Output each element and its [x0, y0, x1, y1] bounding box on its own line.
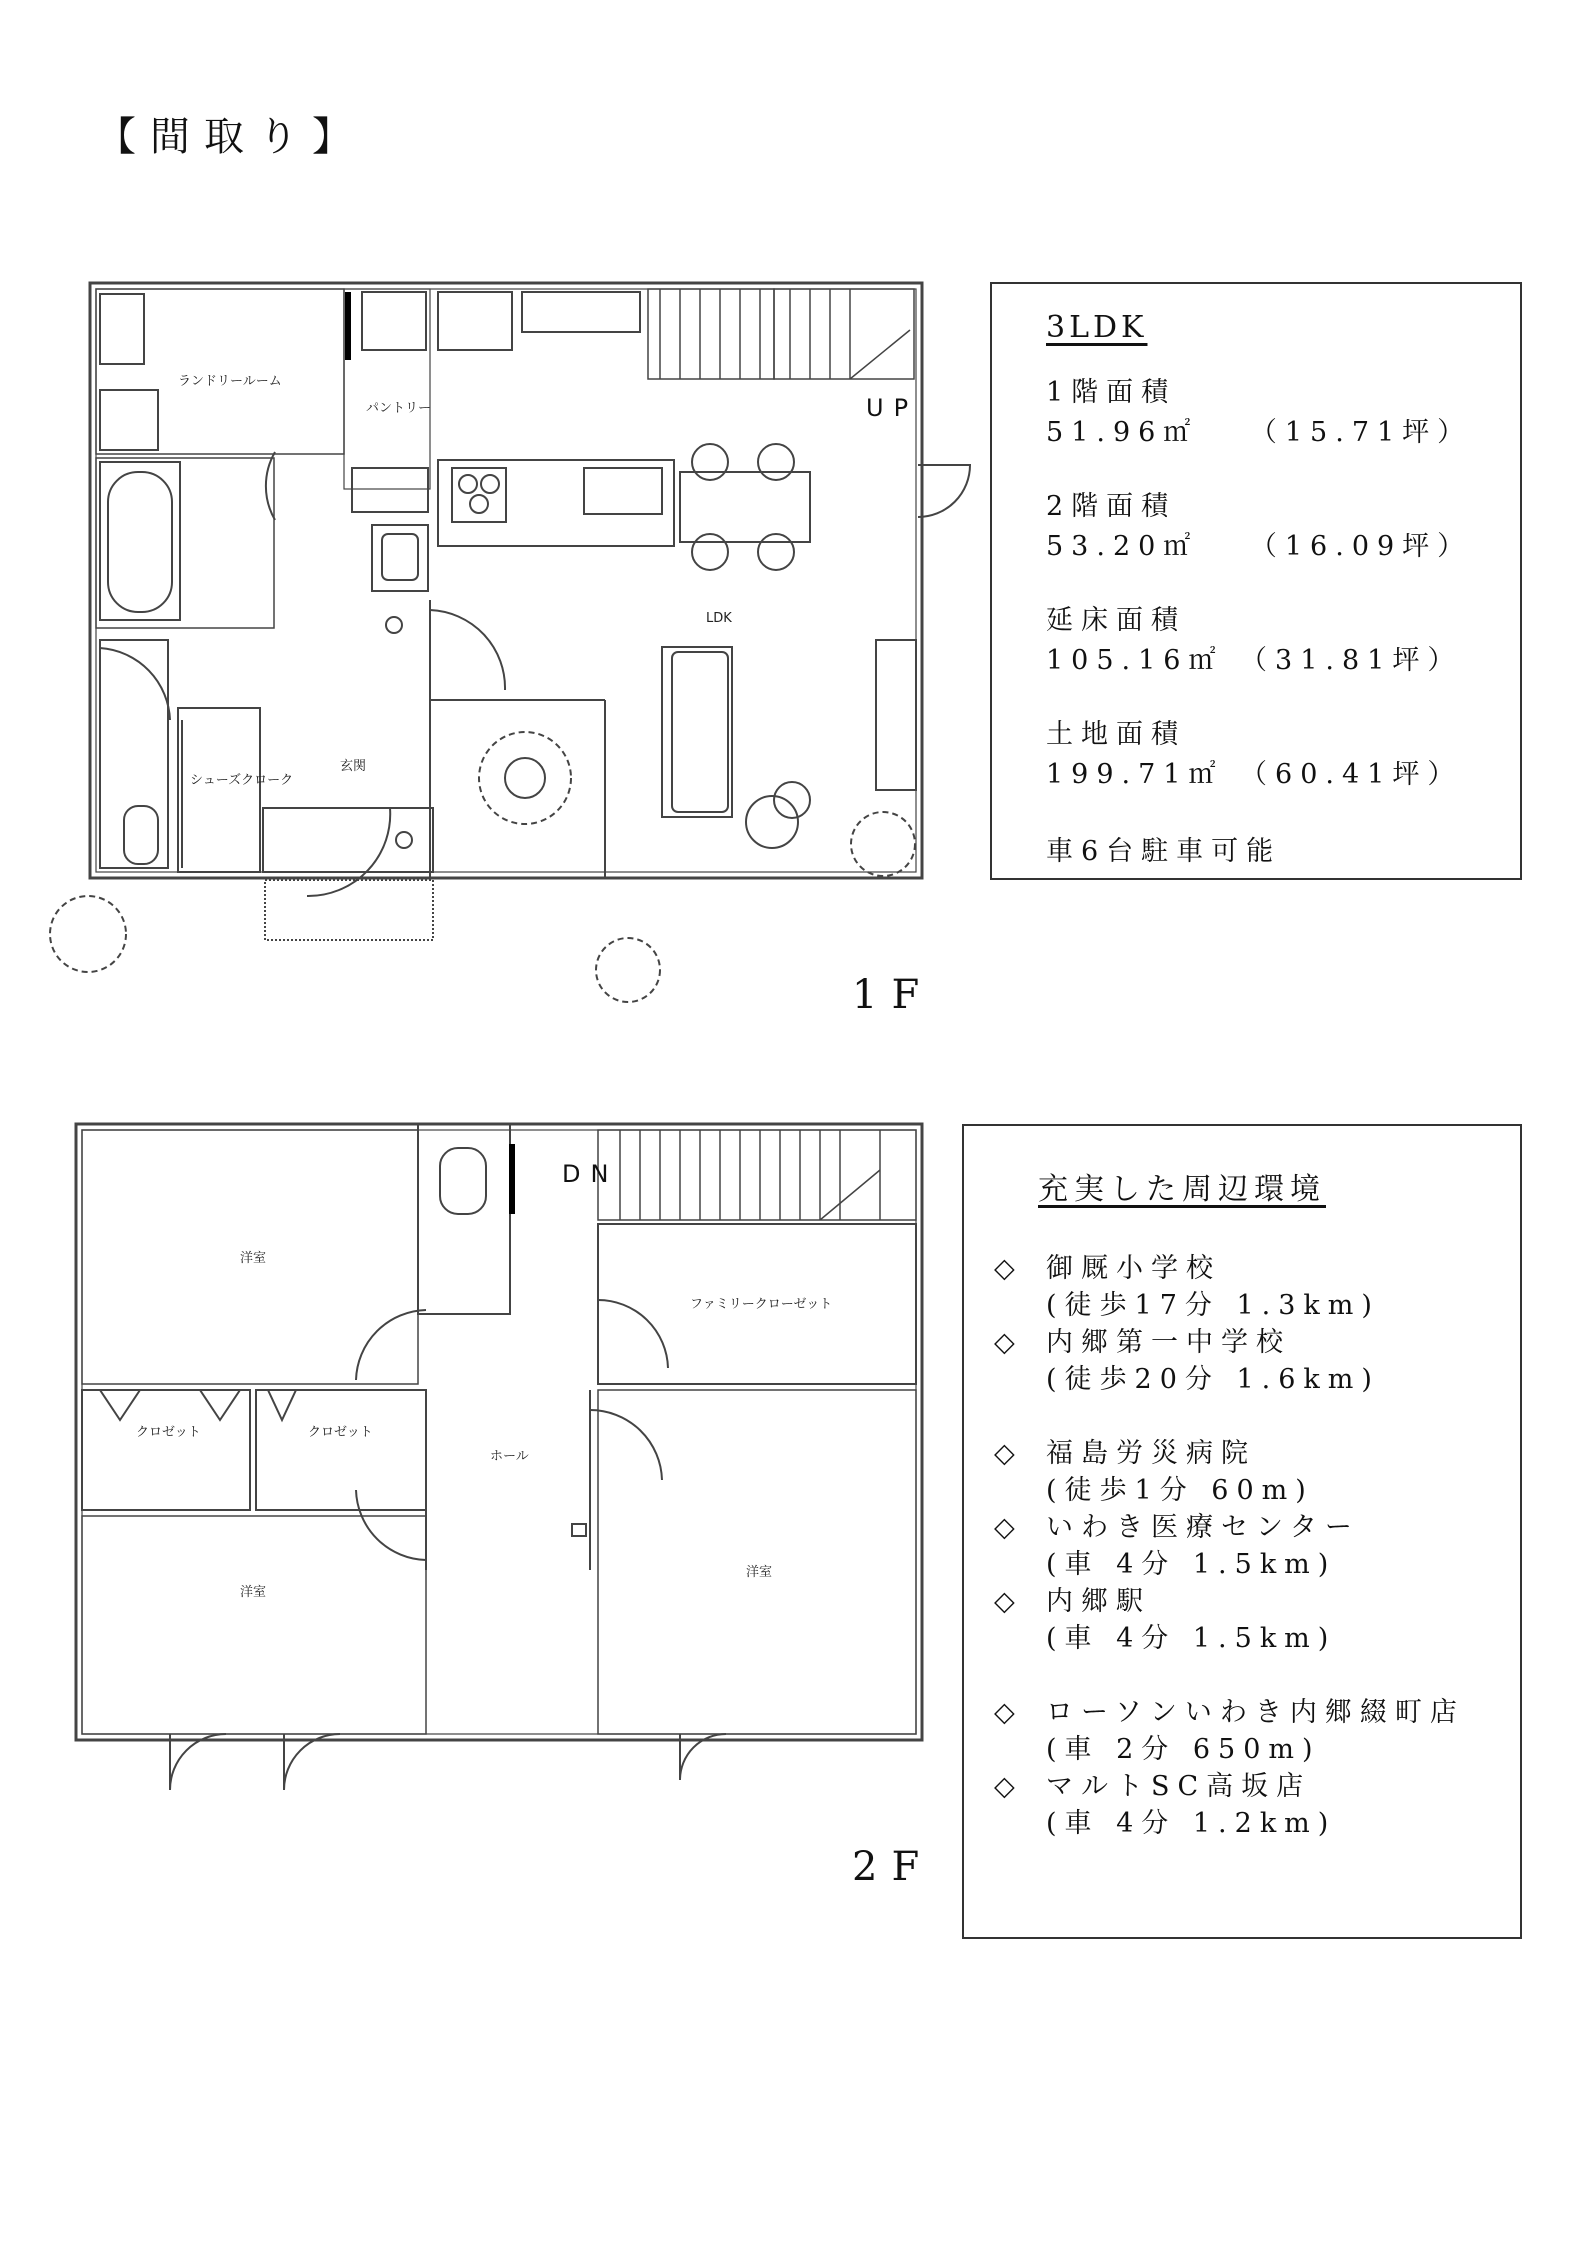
- place-name: ◇ 福島労災病院: [994, 1435, 1520, 1472]
- surroundings-heading: 充実した周辺環境: [1038, 1172, 1326, 1207]
- room-label-closet-mid: クロゼット: [308, 1425, 373, 1440]
- area-value: 53.20㎡ （16.09坪）: [1046, 531, 1473, 562]
- area-label: 延床面積: [1046, 605, 1186, 636]
- room-label-laundry: ランドリールーム: [178, 374, 282, 389]
- place-detail: (車 4分 1.5km): [1046, 1549, 1337, 1580]
- place-name: ◇ いわき医療センター: [994, 1509, 1520, 1546]
- place-detail: (車 4分 1.2km): [1046, 1808, 1337, 1839]
- parking-note: 車6台駐車可能: [1046, 836, 1282, 867]
- room-label-ldk: LDK: [706, 611, 732, 626]
- stair-mark-up: UP: [866, 394, 919, 422]
- room-label-pantry: パントリー: [366, 401, 432, 416]
- area-value: 105.16㎡ （31.81坪）: [1046, 645, 1463, 676]
- place-item: [994, 1435, 1520, 1509]
- floor1-label: 1F: [852, 972, 934, 1018]
- place-list: [994, 1250, 1520, 1842]
- area-value: 51.96㎡ （15.71坪）: [1046, 417, 1473, 448]
- place-detail: (徒歩17分 1.3km): [1046, 1290, 1380, 1321]
- room-label-hall: ホール: [490, 1449, 529, 1464]
- surroundings-box: [962, 1124, 1522, 1939]
- place-item: [994, 1324, 1520, 1398]
- room-label-closet-left: クロゼット: [136, 1425, 201, 1440]
- place-name: ◇ 内郷第一中学校: [994, 1324, 1520, 1361]
- place-detail: (徒歩1分 60m): [1046, 1475, 1314, 1506]
- place-detail: (徒歩20分 1.6km): [1046, 1364, 1380, 1395]
- area-value: 199.71㎡ （60.41坪）: [1046, 759, 1463, 790]
- room-label-western-bottom-left: 洋室: [240, 1585, 267, 1600]
- place-item: [994, 1694, 1520, 1768]
- page-title: 【間取り】: [96, 114, 366, 160]
- layout-type: 3LDK: [1046, 310, 1148, 345]
- place-name: ◇ マルトSC高坂店: [994, 1768, 1520, 1805]
- floor2-label: 2F: [852, 1844, 934, 1890]
- place-detail: (車 2分 650m): [1046, 1734, 1321, 1765]
- room-label-shoes: シューズクローク: [190, 773, 294, 788]
- place-name: ◇ 内郷駅: [994, 1583, 1520, 1620]
- area-label: 土地面積: [1046, 719, 1186, 750]
- place-detail: (車 4分 1.5km): [1046, 1623, 1337, 1654]
- floor1-plan: [50, 283, 970, 1002]
- place-item: [994, 1768, 1520, 1842]
- room-label-family-closet: ファミリークローゼット: [690, 1297, 833, 1312]
- area-item: [1046, 487, 1520, 567]
- list-spacer: [994, 1657, 1520, 1694]
- place-name: ◇ 御厩小学校: [994, 1250, 1520, 1287]
- place-name: ◇ ローソンいわき内郷綴町店: [994, 1694, 1520, 1731]
- room-label-western-right: 洋室: [746, 1565, 773, 1580]
- list-spacer: [994, 1398, 1520, 1435]
- place-item: [994, 1583, 1520, 1657]
- area-list: [1046, 373, 1520, 795]
- area-item: [1046, 715, 1520, 795]
- stair-mark-down: DN: [562, 1160, 619, 1188]
- area-item: [1046, 373, 1520, 453]
- room-label-western-top: 洋室: [240, 1251, 267, 1266]
- summary-box: [990, 282, 1522, 880]
- place-item: [994, 1509, 1520, 1583]
- area-label: 1階面積: [1046, 377, 1177, 408]
- area-item: [1046, 601, 1520, 681]
- room-label-entrance: 玄関: [340, 759, 367, 774]
- place-item: [994, 1250, 1520, 1324]
- area-label: 2階面積: [1046, 491, 1177, 522]
